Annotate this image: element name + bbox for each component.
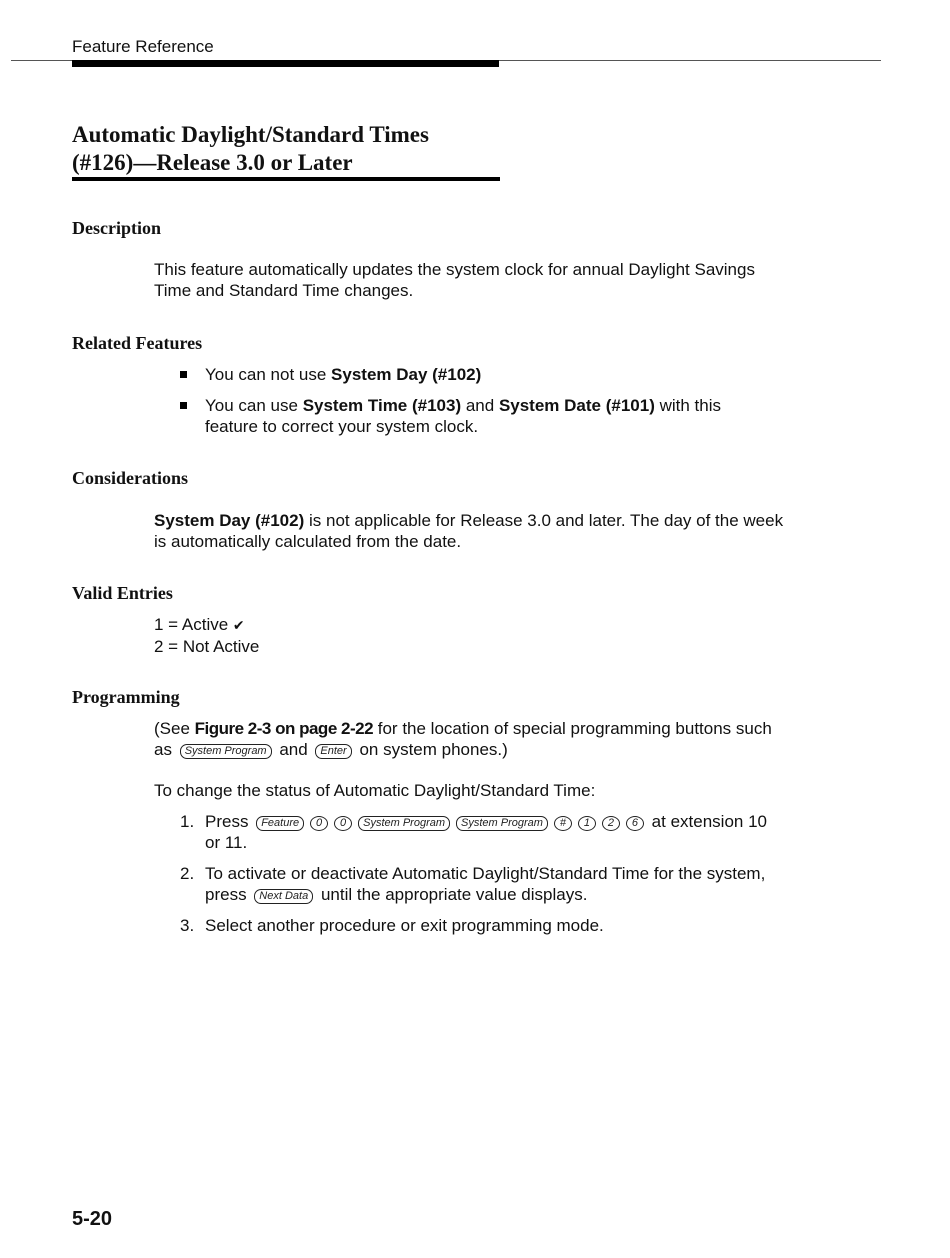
programming-step: 2. To activate or deactivate Automatic Daylight/Standard Time for the system, press Next Data until the appropriate value displays. <box>180 864 766 904</box>
related-item1-text: You can not use <box>205 365 332 384</box>
key-system-program: System Program <box>456 816 548 831</box>
related-features-list <box>180 364 760 437</box>
valid-entry-active: 1 = Active ✔ <box>154 615 245 634</box>
considerations-heading: Considerations <box>72 468 189 488</box>
page-title <box>72 121 532 177</box>
key-2: 2 <box>602 816 620 831</box>
related-feature-item <box>180 395 760 437</box>
programming-note: (See Figure 2-3 on page 2-22 for the location of special programming buttons such as System Program and Enter on system phones.) <box>154 719 772 759</box>
key-6: 6 <box>626 816 644 831</box>
figure-reference-link: Figure 2-3 on page 2-22 <box>194 719 374 738</box>
key-next-data: Next Data <box>254 889 313 904</box>
key-system-program: System Program <box>180 744 272 759</box>
key-hash: # <box>554 816 572 831</box>
step-number: 1. <box>180 812 195 831</box>
bullet-square-icon <box>180 402 187 409</box>
programming-intro: To change the status of Automatic Daylight/Standard Time: <box>154 781 596 800</box>
considerations-text <box>154 510 794 552</box>
considerations-bold: System Day (#102) <box>154 511 305 530</box>
key-0: 0 <box>310 816 328 831</box>
considerations-rest: is not applicable for Release 3.0 and later. The day of the week is automatically calculated from the date. <box>154 511 784 551</box>
key-1: 1 <box>578 816 596 831</box>
key-enter: Enter <box>315 744 351 759</box>
programming-step: 1. Press Feature 0 0 System Program System Program # 1 2 6 at extension 10 or 11. <box>180 812 767 852</box>
valid-entry-not-active: 2 = Not Active <box>154 637 260 656</box>
page-title-line2: (#126)—Release 3.0 or Later <box>72 150 353 175</box>
description-text: This feature automatically updates the system clock for annual Daylight Savings Time and Standard Time changes. <box>154 260 755 300</box>
related-item2-middle: and <box>461 396 499 415</box>
bullet-square-icon <box>180 371 187 378</box>
title-rule <box>72 177 500 181</box>
step-number: 2. <box>180 864 195 883</box>
key-feature: Feature <box>256 816 304 831</box>
running-head: Feature Reference <box>72 37 214 56</box>
key-0: 0 <box>334 816 352 831</box>
default-check-icon: ✔ <box>232 617 245 633</box>
header-rule-thick <box>72 60 499 67</box>
valid-entries-list <box>154 614 794 657</box>
page-title-line1: Automatic Daylight/Standard Times <box>72 122 429 147</box>
related-feature-item <box>180 364 760 385</box>
page-number: 5-20 <box>72 1208 113 1230</box>
related-features-heading: Related Features <box>72 333 203 353</box>
key-system-program: System Program <box>358 816 450 831</box>
step-number: 3. <box>180 916 195 935</box>
description-heading: Description <box>72 218 161 238</box>
valid-entries-heading: Valid Entries <box>72 583 173 603</box>
related-item2-bold2: System Date (#101) <box>498 396 655 415</box>
programming-steps <box>180 811 780 936</box>
related-item2-before: You can use <box>205 396 303 415</box>
programming-heading: Programming <box>72 687 180 707</box>
related-item2-bold1: System Time (#103) <box>302 396 462 415</box>
related-item1-bold: System Day (#102) <box>331 365 482 384</box>
related-item2-after: with this feature to correct your system clock. <box>205 396 721 436</box>
programming-step: 3. Select another procedure or exit programming mode. <box>180 916 604 935</box>
